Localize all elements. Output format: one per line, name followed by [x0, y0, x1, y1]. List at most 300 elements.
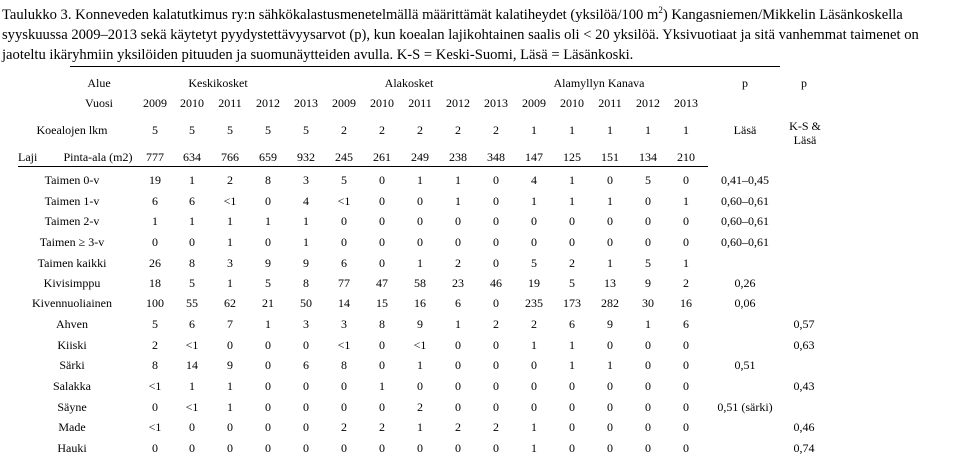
- caption-text-part2: ) Kangasniemen/Mikkelin Läsänkoskella syyskuussa 2009–2013 sekä käytetyt pyydystettävyysarvot (p), kun koealan lajikohtainen saalis oli < 20 yksilöä. Yksivuotiaat ja sitä vanhemmat taimenet on jaoteltu ikäryhmiin yksilöiden pituuden ja suomunäytteiden avulla. K-S = Keski-Suomi, Läsä = Läsänkoski.: [2, 6, 919, 63]
- species-label: Made: [58, 420, 86, 434]
- p-col1-header-value: Läsä: [733, 123, 757, 137]
- species-label: Taimen 0-v: [44, 173, 100, 187]
- density-cell: 0: [455, 358, 461, 372]
- density-cell: <1: [148, 420, 162, 434]
- density-cell: 6: [189, 317, 195, 331]
- density-cell: 0: [569, 214, 575, 228]
- density-cell: 1: [683, 256, 689, 270]
- year-header: 2013: [484, 96, 508, 110]
- species-label: Taimen ≥ 3-v: [39, 235, 105, 249]
- density-cell: 3: [341, 317, 347, 331]
- density-cell: 0: [569, 441, 575, 455]
- density-cell: 1: [683, 194, 689, 208]
- density-cell: 5: [569, 276, 575, 290]
- density-cell: 0: [189, 420, 195, 434]
- koealojen-value: 2: [455, 123, 461, 137]
- density-cell: 21: [262, 296, 274, 310]
- caption-text-part1: Konneveden kalatutkimus ry:n sähkökalastusmenetelmällä määrittämät kalatiheydet (yksilöä/100 m: [75, 6, 659, 23]
- density-cell: 4: [303, 194, 309, 208]
- density-cell: 2: [152, 338, 158, 352]
- density-cell: 0: [683, 441, 689, 455]
- density-cell: 50: [300, 296, 312, 310]
- koealojen-value: 2: [379, 123, 385, 137]
- koealojen-label: Koealojen lkm: [36, 123, 108, 137]
- density-cell: 0: [683, 400, 689, 414]
- density-cell: 1: [645, 317, 651, 331]
- density-cell: 19: [528, 276, 540, 290]
- density-cell: 0: [531, 358, 537, 372]
- year-header: 2012: [256, 96, 280, 110]
- density-cell: 1: [455, 173, 461, 187]
- koealojen-value: 1: [645, 123, 651, 137]
- density-cell: <1: [413, 338, 427, 352]
- density-cell: 0: [607, 173, 613, 187]
- density-cell: 1: [227, 400, 233, 414]
- density-cell: 1: [569, 194, 575, 208]
- density-cell: 0: [683, 420, 689, 434]
- density-cell: 77: [338, 276, 350, 290]
- density-cell: 0: [341, 379, 347, 393]
- density-cell: 0: [455, 214, 461, 228]
- density-cell: 0: [455, 379, 461, 393]
- density-cell: 0: [569, 379, 575, 393]
- density-cell: 47: [376, 276, 388, 290]
- species-label: Säyne: [57, 400, 87, 414]
- density-cell: 0: [379, 173, 385, 187]
- density-cell: 8: [152, 358, 158, 372]
- year-header: 2013: [294, 96, 318, 110]
- density-cell: 0: [607, 441, 613, 455]
- density-cell: 0: [645, 400, 651, 414]
- density-cell: 0: [417, 379, 423, 393]
- density-cell: 8: [189, 256, 195, 270]
- species-label: Kivisimppu: [43, 276, 101, 290]
- density-cell: 0: [645, 358, 651, 372]
- density-cell: 6: [683, 317, 689, 331]
- pinta-ala-value: 210: [677, 150, 695, 164]
- density-cell: <1: [223, 194, 237, 208]
- density-cell: 0: [417, 235, 423, 249]
- density-cell: 1: [417, 256, 423, 270]
- density-cell: <1: [337, 338, 351, 352]
- year-header: 2009: [143, 96, 167, 110]
- density-cell: 0: [645, 420, 651, 434]
- density-cell: 1: [417, 420, 423, 434]
- density-cell: 5: [189, 276, 195, 290]
- density-cell: 1: [152, 214, 158, 228]
- density-cell: 0: [152, 400, 158, 414]
- density-cell: 4: [531, 173, 537, 187]
- density-cell: 3: [227, 256, 233, 270]
- density-cell: 0: [379, 214, 385, 228]
- density-cell: 1: [417, 173, 423, 187]
- p-value-ks-lasa: 0,57: [793, 317, 815, 331]
- density-cell: 1: [227, 214, 233, 228]
- density-cell: 0: [493, 296, 499, 310]
- density-cell: 1: [265, 214, 271, 228]
- year-header: 2012: [446, 96, 470, 110]
- density-cell: 0: [493, 338, 499, 352]
- density-cell: 0: [379, 358, 385, 372]
- density-cell: 0: [379, 235, 385, 249]
- koealojen-value: 5: [303, 123, 309, 137]
- density-cell: 8: [303, 276, 309, 290]
- density-cell: 0: [493, 441, 499, 455]
- density-cell: 0: [531, 235, 537, 249]
- density-cell: 1: [607, 256, 613, 270]
- density-cell: 2: [455, 256, 461, 270]
- density-cell: 58: [414, 276, 426, 290]
- density-cell: 16: [414, 296, 426, 310]
- density-cell: 0: [531, 400, 537, 414]
- density-cell: 5: [341, 173, 347, 187]
- density-cell: 0: [303, 379, 309, 393]
- table-top-rule: [70, 66, 780, 67]
- density-cell: 0: [265, 338, 271, 352]
- table-caption: [2, 0, 958, 65]
- density-cell: 0: [645, 235, 651, 249]
- density-cell: 2: [493, 317, 499, 331]
- density-cell: 0: [683, 338, 689, 352]
- density-cell: 0: [341, 235, 347, 249]
- p-value-ks-lasa: 0,63: [793, 338, 815, 352]
- density-cell: 0: [303, 338, 309, 352]
- pinta-ala-value: 659: [259, 150, 277, 164]
- density-cell: 5: [531, 256, 537, 270]
- density-cell: 0: [379, 338, 385, 352]
- koealojen-value: 2: [341, 123, 347, 137]
- vuosi-header: Vuosi: [85, 96, 113, 110]
- density-cell: 19: [149, 173, 161, 187]
- pinta-ala-value: 932: [297, 150, 315, 164]
- area-header: Alamyllyn Kanava: [553, 76, 645, 90]
- density-cell: 62: [224, 296, 236, 310]
- density-cell: 0: [455, 400, 461, 414]
- density-cell: 0: [189, 235, 195, 249]
- density-cell: 0: [607, 379, 613, 393]
- density-cell: 2: [227, 173, 233, 187]
- pinta-ala-value: 249: [411, 150, 429, 164]
- year-header: 2009: [522, 96, 546, 110]
- year-header: 2009: [332, 96, 356, 110]
- density-cell: 0: [227, 420, 233, 434]
- density-cell: 0: [531, 214, 537, 228]
- pinta-ala-value: 634: [183, 150, 201, 164]
- density-cell: 0: [607, 400, 613, 414]
- species-label: Taimen kaikki: [37, 256, 107, 270]
- density-cell: 0: [493, 214, 499, 228]
- alue-header: Alue: [87, 76, 111, 90]
- pinta-ala-value: 125: [563, 150, 581, 164]
- density-cell: 0: [152, 235, 158, 249]
- density-cell: 46: [490, 276, 502, 290]
- density-cell: 9: [607, 317, 613, 331]
- density-cell: 0: [569, 235, 575, 249]
- density-cell: 173: [563, 296, 581, 310]
- year-header: 2011: [408, 96, 432, 110]
- species-label: Kivennuoliainen: [32, 296, 112, 310]
- density-cell: 0: [493, 256, 499, 270]
- density-cell: 0: [417, 441, 423, 455]
- density-cell: 0: [227, 338, 233, 352]
- density-cell: 6: [455, 296, 461, 310]
- pinta-ala-value: 348: [487, 150, 505, 164]
- laji-label: Laji: [18, 150, 38, 164]
- density-cell: 2: [531, 317, 537, 331]
- density-cell: 0: [683, 214, 689, 228]
- pinta-ala-value: 151: [601, 150, 619, 164]
- koealojen-value: 5: [152, 123, 158, 137]
- density-cell: 1: [189, 173, 195, 187]
- koealojen-value: 2: [493, 123, 499, 137]
- density-cell: 0: [493, 379, 499, 393]
- density-cell: 0: [379, 400, 385, 414]
- year-header: 2012: [636, 96, 660, 110]
- density-cell: 1: [265, 317, 271, 331]
- species-label: Salakka: [53, 379, 91, 393]
- p-value-lasa: 0,60–0,61: [721, 194, 769, 208]
- area-header: Alakosket: [384, 76, 434, 90]
- density-cell: 5: [265, 276, 271, 290]
- density-cell: <1: [185, 400, 199, 414]
- p-value-lasa: 0,51 (särki): [717, 400, 773, 414]
- density-cell: <1: [148, 379, 162, 393]
- density-cell: 18: [149, 276, 161, 290]
- pinta-ala-value: 245: [335, 150, 353, 164]
- koealojen-value: 1: [607, 123, 613, 137]
- density-cell: 0: [152, 441, 158, 455]
- pinta-ala-value: 238: [449, 150, 467, 164]
- density-cell: 0: [265, 420, 271, 434]
- caption-label: Taulukko 3.: [2, 6, 72, 23]
- p-value-lasa: 0,06: [734, 296, 756, 310]
- koealojen-value: 5: [227, 123, 233, 137]
- density-cell: 5: [152, 317, 158, 331]
- density-cell: 6: [189, 194, 195, 208]
- density-cell: 0: [493, 173, 499, 187]
- p-value-ks-lasa: 0,43: [793, 379, 815, 393]
- pinta-ala-label: Pinta-ala (m2): [63, 150, 133, 164]
- density-cell: 8: [341, 358, 347, 372]
- species-label: Ahven: [56, 317, 88, 331]
- density-cell: 3: [303, 173, 309, 187]
- pinta-ala-value: 261: [373, 150, 391, 164]
- density-cell: 2: [683, 276, 689, 290]
- density-cell: <1: [185, 338, 199, 352]
- density-cell: 1: [303, 214, 309, 228]
- density-cell: 0: [455, 235, 461, 249]
- density-cell: 0: [341, 214, 347, 228]
- density-cell: 1: [455, 317, 461, 331]
- density-cell: 6: [152, 194, 158, 208]
- pinta-ala-value: 134: [639, 150, 657, 164]
- caption-text: [2, 7, 919, 63]
- density-cell: 1: [531, 194, 537, 208]
- koealojen-value: 2: [417, 123, 423, 137]
- density-cell: 0: [379, 256, 385, 270]
- density-cell: 1: [531, 338, 537, 352]
- density-cell: 0: [569, 420, 575, 434]
- density-cell: 1: [455, 194, 461, 208]
- density-cell: 2: [417, 400, 423, 414]
- density-cell: 0: [265, 379, 271, 393]
- density-cell: 0: [379, 441, 385, 455]
- pinta-ala-value: 777: [146, 150, 164, 164]
- density-cell: 1: [227, 235, 233, 249]
- year-header: 2011: [218, 96, 242, 110]
- density-cell: 1: [569, 358, 575, 372]
- density-cell: 0: [683, 173, 689, 187]
- density-cell: 9: [227, 358, 233, 372]
- density-cell: <1: [337, 194, 351, 208]
- density-cell: 8: [265, 173, 271, 187]
- density-cell: 0: [645, 214, 651, 228]
- density-cell: 0: [341, 441, 347, 455]
- density-cell: 2: [341, 420, 347, 434]
- density-cell: 1: [189, 214, 195, 228]
- density-cell: 0: [265, 194, 271, 208]
- year-header: 2013: [674, 96, 698, 110]
- year-header: 2010: [180, 96, 204, 110]
- density-cell: 0: [379, 194, 385, 208]
- p-value-lasa: 0,60–0,61: [721, 235, 769, 249]
- pinta-ala-value: 766: [221, 150, 239, 164]
- density-cell: 0: [493, 194, 499, 208]
- density-cell: 1: [607, 358, 613, 372]
- p-value-lasa: 0,41–0,45: [721, 173, 769, 187]
- density-cell: 0: [645, 338, 651, 352]
- density-cell: 0: [417, 214, 423, 228]
- density-cell: 0: [417, 194, 423, 208]
- density-cell: 0: [303, 441, 309, 455]
- density-cell: 30: [642, 296, 654, 310]
- density-cell: 0: [265, 235, 271, 249]
- species-label: Kiiski: [57, 338, 87, 352]
- density-cell: 0: [683, 379, 689, 393]
- density-cell: 13: [604, 276, 616, 290]
- p-value-ks-lasa: 0,46: [793, 420, 815, 434]
- density-cell: 9: [303, 256, 309, 270]
- density-cell: 1: [531, 441, 537, 455]
- p-value-lasa: 0,60–0,61: [721, 214, 769, 228]
- density-cell: 1: [189, 379, 195, 393]
- density-cell: 1: [227, 276, 233, 290]
- year-header: 2010: [370, 96, 394, 110]
- density-cell: 0: [303, 420, 309, 434]
- density-cell: 5: [645, 256, 651, 270]
- density-cell: 8: [379, 317, 385, 331]
- caption-superscript: 2: [658, 5, 663, 15]
- year-header: 2010: [560, 96, 584, 110]
- density-cell: 1: [531, 420, 537, 434]
- density-cell: 0: [493, 235, 499, 249]
- density-cell: 15: [376, 296, 388, 310]
- koealojen-value: 5: [189, 123, 195, 137]
- density-cell: 0: [569, 400, 575, 414]
- density-cell: 9: [417, 317, 423, 331]
- p-value-ks-lasa: 0,74: [793, 441, 815, 455]
- year-header: 2011: [598, 96, 622, 110]
- density-cell: 0: [493, 400, 499, 414]
- density-cell: 9: [265, 256, 271, 270]
- density-cell: 6: [303, 358, 309, 372]
- density-cell: 0: [683, 235, 689, 249]
- density-cell: 3: [303, 317, 309, 331]
- density-cell: 1: [569, 173, 575, 187]
- pinta-ala-value: 147: [525, 150, 543, 164]
- density-cell: 5: [645, 173, 651, 187]
- density-cell: 0: [341, 400, 347, 414]
- density-cell: 0: [645, 194, 651, 208]
- density-cell: 0: [531, 379, 537, 393]
- density-cell: 1: [569, 338, 575, 352]
- density-cell: 1: [417, 358, 423, 372]
- species-label: Taimen 2-v: [44, 214, 100, 228]
- header-separator: [18, 166, 708, 167]
- p-col2-header-value: K-S & Läsä: [789, 119, 821, 147]
- density-cell: 282: [601, 296, 619, 310]
- species-label: Hauki: [57, 441, 87, 455]
- density-cell: 100: [146, 296, 164, 310]
- density-cell: 0: [227, 441, 233, 455]
- p-header: p: [742, 76, 748, 90]
- density-cell: 0: [607, 338, 613, 352]
- density-cell: 0: [607, 235, 613, 249]
- koealojen-value: 5: [265, 123, 271, 137]
- species-label: Särki: [59, 358, 85, 372]
- density-cell: 55: [186, 296, 198, 310]
- density-cell: 0: [607, 214, 613, 228]
- density-cell: 0: [493, 358, 499, 372]
- density-cell: 0: [683, 358, 689, 372]
- density-cell: 6: [341, 256, 347, 270]
- koealojen-value: 1: [531, 123, 537, 137]
- density-cell: 1: [227, 379, 233, 393]
- density-cell: 235: [525, 296, 543, 310]
- density-cell: 26: [149, 256, 161, 270]
- density-cell: 6: [569, 317, 575, 331]
- density-cell: 2: [493, 420, 499, 434]
- density-cell: 0: [265, 400, 271, 414]
- density-cell: 16: [680, 296, 692, 310]
- density-cell: 0: [455, 441, 461, 455]
- koealojen-value: 1: [683, 123, 689, 137]
- density-cell: 0: [455, 338, 461, 352]
- area-header: Keskikosket: [188, 76, 248, 90]
- density-cell: 0: [303, 400, 309, 414]
- density-cell: 0: [265, 441, 271, 455]
- p-value-lasa: 0,51: [734, 358, 756, 372]
- density-cell: 0: [189, 441, 195, 455]
- density-cell: 0: [265, 358, 271, 372]
- density-cell: 23: [452, 276, 464, 290]
- density-cell: 1: [303, 235, 309, 249]
- density-cell: 1: [607, 194, 613, 208]
- density-cell: 2: [379, 420, 385, 434]
- density-cell: 2: [455, 420, 461, 434]
- density-cell: 0: [607, 420, 613, 434]
- density-cell: 14: [338, 296, 350, 310]
- density-cell: 1: [379, 379, 385, 393]
- density-cell: 0: [645, 379, 651, 393]
- koealojen-value: 1: [569, 123, 575, 137]
- p-header: p: [801, 76, 807, 90]
- density-cell: 7: [227, 317, 233, 331]
- p-value-lasa: 0,26: [734, 276, 756, 290]
- species-label: Taimen 1-v: [44, 194, 100, 208]
- density-cell: 9: [645, 276, 651, 290]
- density-cell: 0: [645, 441, 651, 455]
